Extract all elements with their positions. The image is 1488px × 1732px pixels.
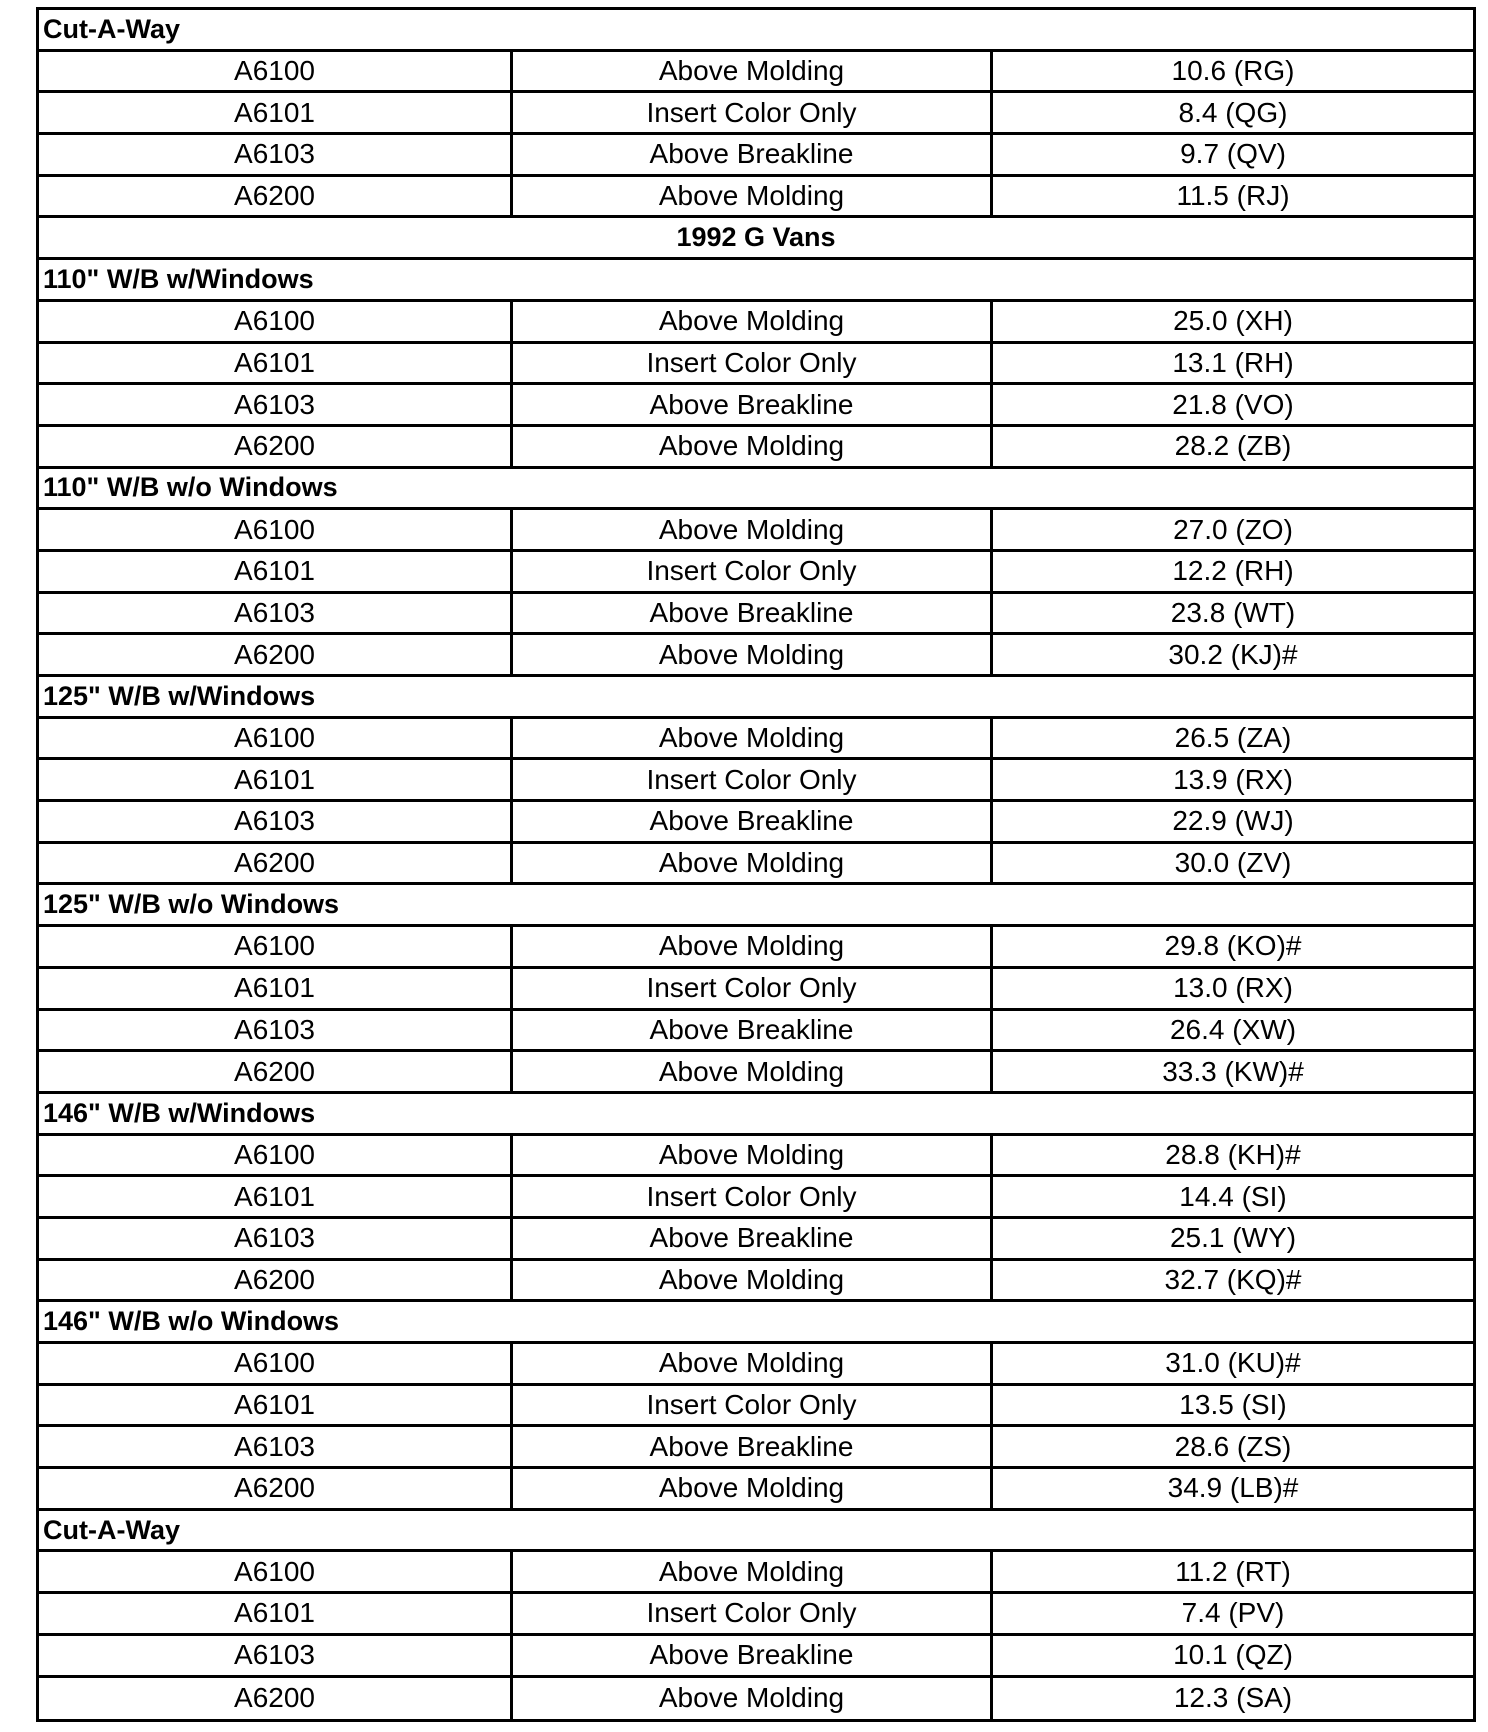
value-cell: 28.8 (KH)# bbox=[1165, 1138, 1301, 1170]
table-row bbox=[39, 344, 1473, 386]
value-cell: 12.2 (RH) bbox=[1172, 555, 1294, 587]
description-cell: Above Molding bbox=[513, 927, 993, 966]
description-cell: Above Molding bbox=[513, 1052, 993, 1091]
code-cell: A6101 bbox=[39, 969, 513, 1008]
table-row bbox=[39, 719, 1473, 761]
value-cell: 26.5 (ZA) bbox=[1174, 722, 1292, 754]
table-row bbox=[39, 1594, 1473, 1636]
table-row bbox=[39, 93, 1473, 135]
section-title: 146" W/B w/o Windows bbox=[43, 1306, 340, 1337]
description-cell: Above Molding bbox=[513, 52, 993, 91]
code-cell: A6100 bbox=[39, 1552, 513, 1591]
section-header-row bbox=[39, 1094, 1473, 1136]
code-cell: A6103 bbox=[39, 385, 513, 424]
description-cell: Above Molding bbox=[513, 510, 993, 549]
description-cell: Above Molding bbox=[513, 427, 993, 466]
table-row bbox=[39, 927, 1473, 969]
description-cell: Above Molding bbox=[513, 302, 993, 341]
value-cell: 31.0 (KU)# bbox=[1165, 1347, 1301, 1379]
description-cell: Above Molding bbox=[513, 719, 993, 758]
data-table bbox=[36, 7, 1476, 1722]
table-row bbox=[39, 1678, 1473, 1720]
value-cell: 26.4 (XW) bbox=[1169, 1013, 1297, 1045]
section-header-row bbox=[39, 677, 1473, 719]
description-cell: Insert Color Only bbox=[513, 1594, 993, 1633]
table-row bbox=[39, 1344, 1473, 1386]
table-row bbox=[39, 302, 1473, 344]
code-cell: A6101 bbox=[39, 760, 513, 799]
section-header-row bbox=[39, 10, 1473, 52]
value-cell: 13.9 (RX) bbox=[1173, 763, 1293, 795]
value-cell: 30.2 (KJ)# bbox=[1168, 638, 1298, 670]
group-title: 1992 G Vans bbox=[676, 222, 836, 253]
code-cell: A6100 bbox=[39, 927, 513, 966]
description-cell: Above Breakline bbox=[513, 594, 993, 633]
description-cell: Above Breakline bbox=[513, 1011, 993, 1050]
section-header-row bbox=[39, 885, 1473, 927]
description-cell: Insert Color Only bbox=[513, 344, 993, 383]
code-cell: A6100 bbox=[39, 1136, 513, 1175]
description-cell: Above Breakline bbox=[513, 1219, 993, 1258]
code-cell: A6100 bbox=[39, 719, 513, 758]
code-cell: A6200 bbox=[39, 844, 513, 883]
value-cell: 25.1 (WY) bbox=[1169, 1222, 1297, 1254]
code-cell: A6103 bbox=[39, 802, 513, 841]
section-title: 125" W/B w/o Windows bbox=[43, 889, 340, 920]
description-cell: Above Breakline bbox=[513, 135, 993, 174]
value-cell: 14.4 (SI) bbox=[1179, 1180, 1287, 1212]
value-cell: 30.0 (ZV) bbox=[1174, 847, 1292, 879]
table-row bbox=[39, 969, 1473, 1011]
table-row bbox=[39, 594, 1473, 636]
value-cell: 13.1 (RH) bbox=[1172, 346, 1294, 378]
code-cell: A6103 bbox=[39, 594, 513, 633]
code-cell: A6200 bbox=[39, 635, 513, 674]
value-cell: 11.5 (RJ) bbox=[1176, 180, 1290, 212]
table-row bbox=[39, 177, 1473, 219]
code-cell: A6200 bbox=[39, 1052, 513, 1091]
value-cell: 13.0 (RX) bbox=[1173, 972, 1293, 1004]
table-row bbox=[39, 1636, 1473, 1678]
table-row bbox=[39, 1052, 1473, 1094]
table-row bbox=[39, 427, 1473, 469]
value-cell: 27.0 (ZO) bbox=[1173, 513, 1293, 545]
description-cell: Insert Color Only bbox=[513, 1177, 993, 1216]
section-title: Cut-A-Way bbox=[43, 1514, 180, 1545]
description-cell: Above Molding bbox=[513, 844, 993, 883]
code-cell: A6103 bbox=[39, 1427, 513, 1466]
description-cell: Above Breakline bbox=[513, 802, 993, 841]
table-row bbox=[39, 635, 1473, 677]
value-cell: 33.3 (KW)# bbox=[1162, 1055, 1304, 1087]
code-cell: A6101 bbox=[39, 93, 513, 132]
value-cell: 7.4 (PV) bbox=[1181, 1597, 1285, 1629]
description-cell: Insert Color Only bbox=[513, 552, 993, 591]
section-title: 146" W/B w/Windows bbox=[43, 1097, 316, 1128]
description-cell: Above Breakline bbox=[513, 1636, 993, 1675]
table-row bbox=[39, 1177, 1473, 1219]
table-row bbox=[39, 760, 1473, 802]
value-cell: 25.0 (XH) bbox=[1173, 305, 1293, 337]
code-cell: A6200 bbox=[39, 1678, 513, 1720]
table-row bbox=[39, 135, 1473, 177]
section-title: 125" W/B w/Windows bbox=[43, 680, 316, 711]
code-cell: A6200 bbox=[39, 1469, 513, 1508]
description-cell: Above Molding bbox=[513, 1552, 993, 1591]
section-title: 110" W/B w/Windows bbox=[43, 263, 314, 294]
section-header-row bbox=[39, 260, 1473, 302]
value-cell: 32.7 (KQ)# bbox=[1164, 1263, 1302, 1295]
code-cell: A6103 bbox=[39, 135, 513, 174]
section-header-row bbox=[39, 469, 1473, 511]
code-cell: A6101 bbox=[39, 1177, 513, 1216]
value-cell: 28.6 (ZS) bbox=[1174, 1430, 1292, 1462]
code-cell: A6103 bbox=[39, 1011, 513, 1050]
table-row bbox=[39, 385, 1473, 427]
code-cell: A6101 bbox=[39, 1594, 513, 1633]
table-row bbox=[39, 52, 1473, 94]
description-cell: Above Molding bbox=[513, 1469, 993, 1508]
value-cell: 9.7 (QV) bbox=[1180, 138, 1286, 170]
description-cell: Above Molding bbox=[513, 635, 993, 674]
table-row bbox=[39, 844, 1473, 886]
value-cell: 28.2 (ZB) bbox=[1174, 430, 1292, 462]
code-cell: A6100 bbox=[39, 52, 513, 91]
description-cell: Insert Color Only bbox=[513, 760, 993, 799]
code-cell: A6100 bbox=[39, 302, 513, 341]
code-cell: A6200 bbox=[39, 427, 513, 466]
table-row bbox=[39, 1552, 1473, 1594]
description-cell: Above Breakline bbox=[513, 385, 993, 424]
value-cell: 34.9 (LB)# bbox=[1167, 1472, 1299, 1504]
value-cell: 22.9 (WJ) bbox=[1172, 805, 1294, 837]
table-row bbox=[39, 510, 1473, 552]
group-title-row bbox=[39, 218, 1473, 260]
value-cell: 12.3 (SA) bbox=[1173, 1682, 1293, 1714]
description-cell: Above Molding bbox=[513, 1261, 993, 1300]
description-cell: Above Breakline bbox=[513, 1427, 993, 1466]
value-cell: 13.5 (SI) bbox=[1179, 1389, 1287, 1421]
description-cell: Insert Color Only bbox=[513, 93, 993, 132]
value-cell: 21.8 (VO) bbox=[1172, 388, 1294, 420]
table-row bbox=[39, 1261, 1473, 1303]
description-cell: Above Molding bbox=[513, 177, 993, 216]
section-title: 110" W/B w/o Windows bbox=[43, 472, 338, 503]
code-cell: A6200 bbox=[39, 1261, 513, 1300]
value-cell: 11.2 (RT) bbox=[1175, 1555, 1291, 1587]
value-cell: 10.6 (RG) bbox=[1171, 55, 1295, 87]
code-cell: A6103 bbox=[39, 1636, 513, 1675]
code-cell: A6100 bbox=[39, 1344, 513, 1383]
table-row bbox=[39, 1011, 1473, 1053]
description-cell: Insert Color Only bbox=[513, 1386, 993, 1425]
description-cell: Above Molding bbox=[513, 1136, 993, 1175]
table-row bbox=[39, 1386, 1473, 1428]
value-cell: 23.8 (WT) bbox=[1170, 596, 1296, 628]
section-header-row bbox=[39, 1511, 1473, 1553]
value-cell: 10.1 (QZ) bbox=[1173, 1639, 1293, 1671]
value-cell: 8.4 (QG) bbox=[1178, 96, 1288, 128]
section-header-row bbox=[39, 1302, 1473, 1344]
code-cell: A6100 bbox=[39, 510, 513, 549]
table-row bbox=[39, 1469, 1473, 1511]
description-cell: Above Molding bbox=[513, 1344, 993, 1383]
code-cell: A6101 bbox=[39, 552, 513, 591]
table-row bbox=[39, 1427, 1473, 1469]
code-cell: A6101 bbox=[39, 344, 513, 383]
description-cell: Above Molding bbox=[513, 1678, 993, 1720]
code-cell: A6101 bbox=[39, 1386, 513, 1425]
table-row bbox=[39, 552, 1473, 594]
code-cell: A6103 bbox=[39, 1219, 513, 1258]
value-cell: 29.8 (KO)# bbox=[1164, 930, 1302, 962]
code-cell: A6200 bbox=[39, 177, 513, 216]
table-row bbox=[39, 802, 1473, 844]
section-title: Cut-A-Way bbox=[43, 13, 180, 44]
table-row bbox=[39, 1219, 1473, 1261]
description-cell: Insert Color Only bbox=[513, 969, 993, 1008]
table-row bbox=[39, 1136, 1473, 1178]
